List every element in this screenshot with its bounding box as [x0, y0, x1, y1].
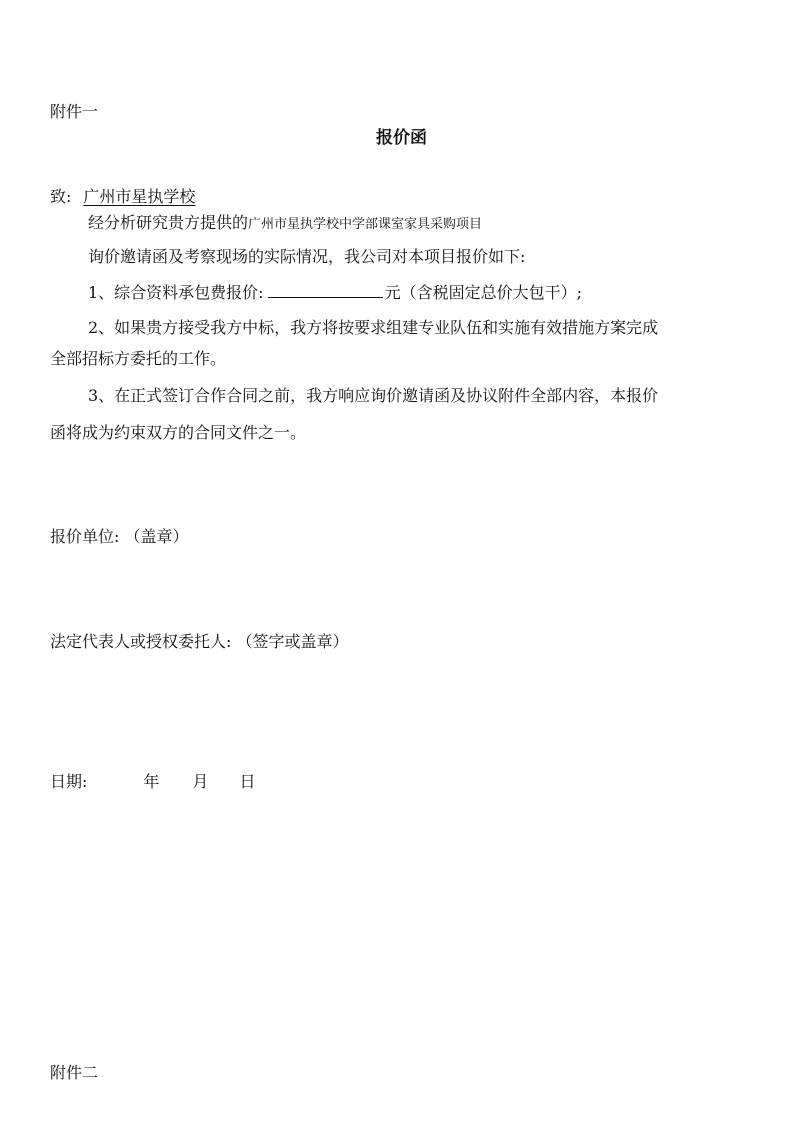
date-year: 年 [143, 772, 160, 791]
intro-prefix: 经分析研究贵方提供的 [88, 213, 249, 232]
item-1-label: 1、综合资料承包费报价: [88, 283, 264, 302]
recipient-line [50, 187, 197, 207]
date-month: 月 [192, 772, 209, 791]
project-name: 广州市星执学校中学部课室家具采购项目 [248, 217, 483, 232]
attachment-label: 附件一 [50, 102, 99, 121]
page-title: 报价函 [376, 128, 427, 148]
item-2-line-1: 2、如果贵方接受我方中标，我方将按要求组建专业队伍和实施有效措施方案完成 [88, 318, 659, 337]
quoting-unit: 报价单位: （盖章） [50, 527, 189, 546]
date-label: 日期: [50, 772, 88, 791]
recipient-prefix: 致: [50, 187, 72, 206]
intro-line-2: 询价邀请函及考察现场的实际情况，我公司对本项目报价如下: [88, 247, 526, 266]
item-1 [88, 283, 582, 303]
date-line [50, 772, 255, 792]
intro-line-1 [88, 213, 482, 235]
item-3-line-1: 3、在正式签订合作合同之前，我方响应询价邀请函及协议附件全部内容，本报价 [88, 386, 659, 405]
legal-representative: 法定代表人或授权委托人: （签字或盖章） [50, 632, 349, 651]
item-1-suffix: 元（含税固定总价大包干）; [384, 283, 582, 302]
price-blank [268, 283, 383, 298]
recipient-school: 广州市星执学校 [83, 187, 196, 206]
item-2-line-2: 全部招标方委托的工作。 [50, 349, 227, 368]
date-day: 日 [239, 772, 256, 791]
attachment-2-label: 附件二 [50, 1063, 99, 1082]
item-3-line-2: 函将成为约束双方的合同文件之一。 [50, 423, 307, 442]
